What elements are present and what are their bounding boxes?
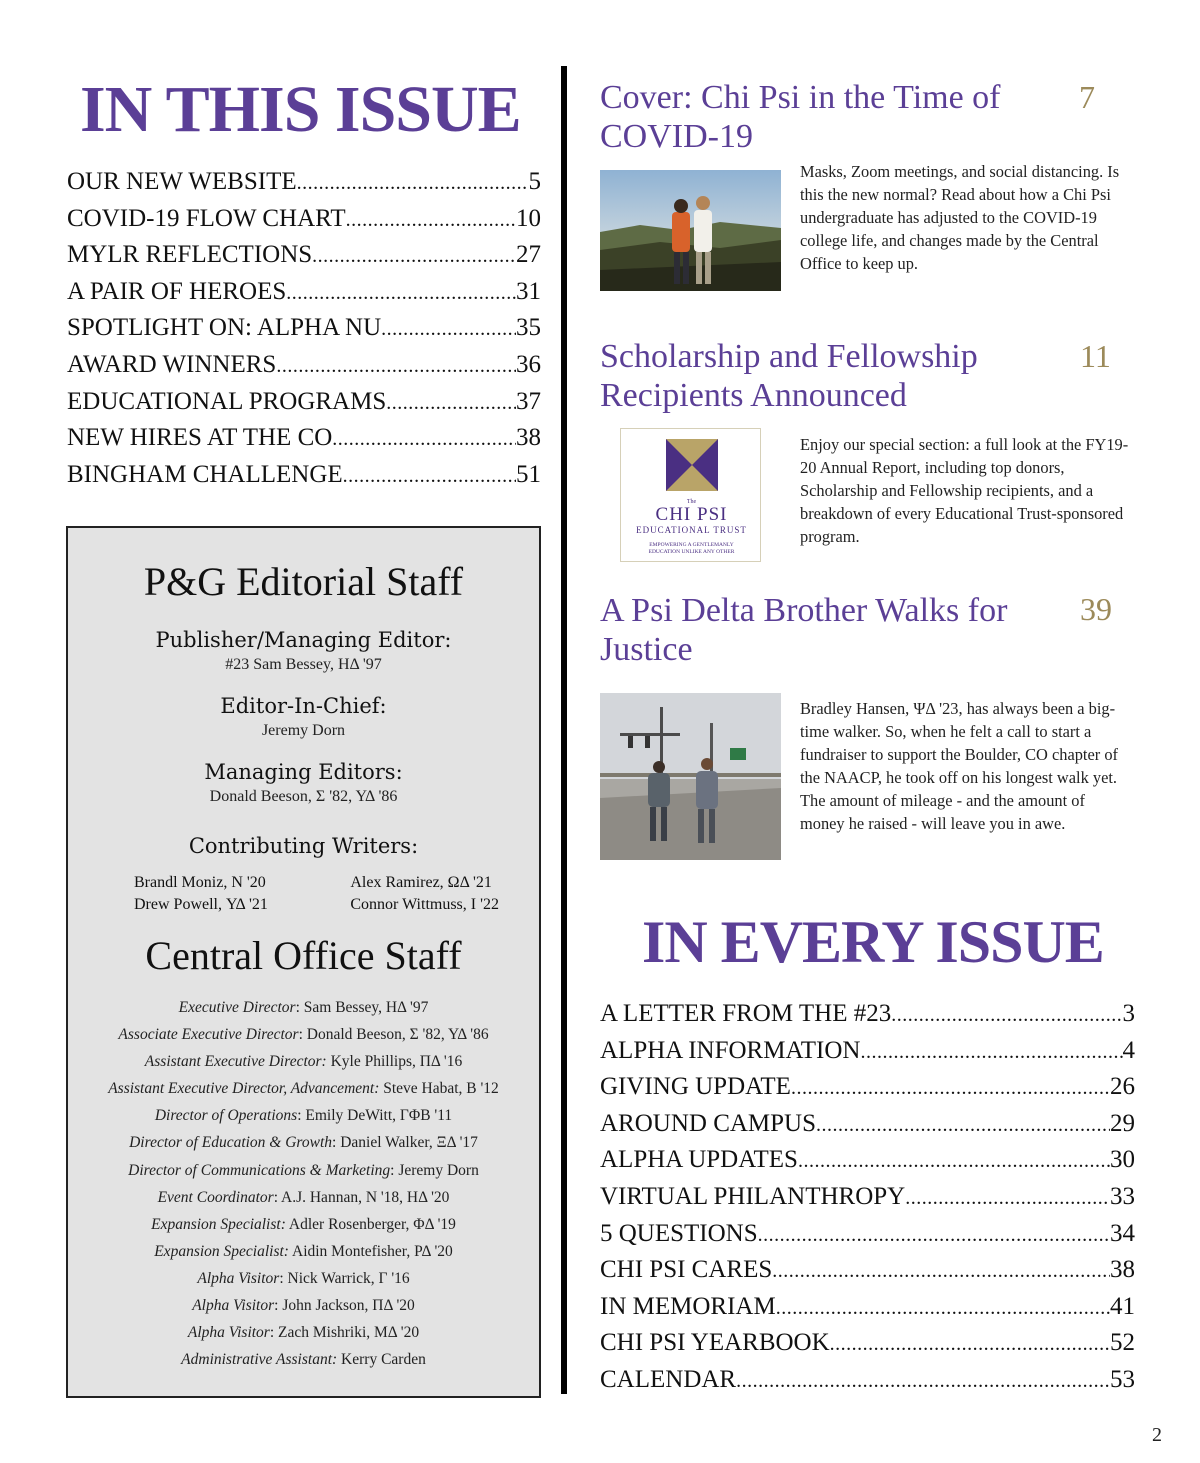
- toc-item[interactable]: AWARD WINNERS ..... 36: [67, 351, 541, 388]
- publisher-label: Publisher/Managing Editor:: [155, 628, 452, 652]
- educational-trust-logo: [620, 428, 761, 562]
- toc-item[interactable]: OUR NEW WEBSITE ..... 5: [67, 168, 541, 205]
- staff-row: Administrative Assistant: Kerry Carden: [181, 1351, 426, 1369]
- toc-item[interactable]: BINGHAM CHALLENGE ..... 51: [67, 461, 541, 498]
- toc-item[interactable]: MYLR REFLECTIONS ..... 27: [67, 241, 541, 278]
- toc-item[interactable]: COVID-19 FLOW CHART ..... 10: [67, 205, 541, 242]
- feature-title-scholarship[interactable]: Scholarship and Fellowship Recipients Announced: [600, 338, 978, 414]
- feature-body-scholarship: Enjoy our special section: a full look at the FY19-20 Annual Report, including top donors, Scholarship and Fellowship recipients, and a breakdown of every Educational Trust-sponsored program.: [800, 435, 1129, 546]
- feature-page-scholarship: 11: [1080, 338, 1111, 374]
- central-office-list: [68, 994, 539, 1373]
- staff-box: [66, 526, 541, 1398]
- toc-item[interactable]: ALPHA UPDATES ..... 30: [600, 1146, 1135, 1183]
- staff-row: Event Coordinator: A.J. Hannan, Ν '18, ΗΔ '20: [157, 1188, 450, 1206]
- writer-name: Brandl Moniz, Ν '20: [134, 874, 266, 891]
- toc-item[interactable]: VIRTUAL PHILANTHROPY ..... 33: [600, 1183, 1135, 1220]
- logo-name: CHI PSI: [655, 504, 728, 525]
- toc-item[interactable]: A LETTER FROM THE #23 ..... 3: [600, 1000, 1135, 1037]
- writer-name: Drew Powell, ΥΔ '21: [134, 896, 268, 913]
- writer-name: Alex Ramirez, ΩΔ '21: [350, 874, 492, 891]
- logo-subtitle: EDUCATIONAL TRUST: [636, 525, 747, 535]
- toc-item[interactable]: ALPHA INFORMATION ..... 4: [600, 1037, 1135, 1074]
- logo-tagline-1: EMPOWERING A GENTLEMANLY: [649, 542, 734, 548]
- toc-item[interactable]: 5 QUESTIONS ..... 34: [600, 1220, 1135, 1257]
- staff-row: Alpha Visitor: John Jackson, ΠΔ '20: [192, 1297, 415, 1315]
- feature-title-walk[interactable]: A Psi Delta Brother Walks for Justice: [600, 592, 1008, 668]
- toc-item[interactable]: NEW HIRES AT THE CO ..... 38: [67, 424, 541, 461]
- feature-body-walk: Bradley Hansen, ΨΔ '23, has always been a big-time walker. So, when he felt a call to start a fundraiser to support the Boulder, CO chapter of the NAACP, he took off on his longest walk yet. The amount of mileage - and the amount of money he raised - will leave you in awe.: [800, 699, 1118, 833]
- toc-item[interactable]: SPOTLIGHT ON: ALPHA NU ..... 35: [67, 314, 541, 351]
- toc-item[interactable]: CHI PSI CARES ..... 38: [600, 1256, 1135, 1293]
- column-divider: [561, 66, 567, 1394]
- logo-small-text: The: [686, 499, 697, 505]
- cover-photo: [600, 170, 781, 291]
- in-this-issue-title: IN THIS ISSUE: [80, 73, 521, 146]
- staff-row: Alpha Visitor: Zach Mishriki, ΜΔ '20: [187, 1324, 420, 1342]
- writer-name: Connor Wittmuss, Ι '22: [350, 896, 499, 913]
- feature-page-cover: 7: [1079, 79, 1095, 115]
- toc-item[interactable]: EDUCATIONAL PROGRAMS ..... 37: [67, 388, 541, 425]
- toc-item[interactable]: A PAIR OF HEROES ..... 31: [67, 278, 541, 315]
- page-number: 2: [1152, 1424, 1162, 1446]
- staff-row: Assistant Executive Director: Kyle Phillips, ΠΔ '16: [144, 1053, 463, 1071]
- staff-row: Director of Education & Growth: Daniel Walker, ΞΔ '17: [129, 1134, 478, 1152]
- logo-tagline-2: EDUCATION UNLIKE ANY OTHER: [648, 549, 735, 555]
- staff-row: Executive Director: Sam Bessey, ΗΔ '97: [178, 999, 429, 1016]
- staff-row: Assistant Executive Director, Advancement: Steve Habat, Β '12: [108, 1080, 499, 1098]
- toc-item[interactable]: AROUND CAMPUS ..... 29: [600, 1110, 1135, 1147]
- feature-title-cover[interactable]: Cover: Chi Psi in the Time of COVID-19: [600, 79, 1001, 155]
- writers-list: [68, 872, 539, 916]
- toc-item[interactable]: IN MEMORIAM ..... 41: [600, 1293, 1135, 1330]
- walker-photo: [600, 693, 781, 860]
- eic-name: Jeremy Dorn: [261, 722, 346, 739]
- editorial-staff-title: P&G Editorial Staff: [143, 559, 464, 604]
- toc-item[interactable]: CALENDAR ..... 53: [600, 1366, 1135, 1403]
- staff-row: Director of Operations: Emily DeWitt, ΓΦΒ '11: [154, 1107, 453, 1125]
- managing-editors-name: Donald Beeson, Σ '82, ΥΔ '86: [209, 788, 398, 805]
- staff-row: Expansion Specialist: Adler Rosenberger, ΦΔ '19: [151, 1215, 456, 1233]
- staff-row: Alpha Visitor: Nick Warrick, Γ '16: [197, 1269, 410, 1287]
- staff-row: Expansion Specialist: Aidin Montefisher, ΡΔ '20: [154, 1242, 453, 1260]
- feature-page-walk: 39: [1080, 591, 1112, 627]
- writers-label: Contributing Writers:: [188, 834, 419, 858]
- staff-row: Director of Communications & Marketing: Jeremy Dorn: [128, 1161, 479, 1179]
- managing-editors-label: Managing Editors:: [204, 760, 403, 784]
- in-this-issue-list: [67, 168, 541, 497]
- eic-label: Editor-In-Chief:: [220, 694, 387, 718]
- publisher-name: #23 Sam Bessey, ΗΔ '97: [225, 656, 382, 673]
- in-every-issue-title: IN EVERY ISSUE: [642, 909, 1104, 975]
- toc-item[interactable]: CHI PSI YEARBOOK ..... 52: [600, 1329, 1135, 1366]
- in-every-issue-list: [600, 1000, 1135, 1403]
- staff-row: Associate Executive Director: Donald Beeson, Σ '82, ΥΔ '86: [118, 1026, 489, 1044]
- toc-item[interactable]: GIVING UPDATE ..... 26: [600, 1073, 1135, 1110]
- central-office-title: Central Office Staff: [145, 933, 462, 978]
- feature-body-cover: Masks, Zoom meetings, and social distancing. Is this the new normal? Read about how a Chi Psi undergraduate has adjusted to the COVID-19 college life, and changes made by the Central Office to keep up.: [800, 162, 1120, 273]
